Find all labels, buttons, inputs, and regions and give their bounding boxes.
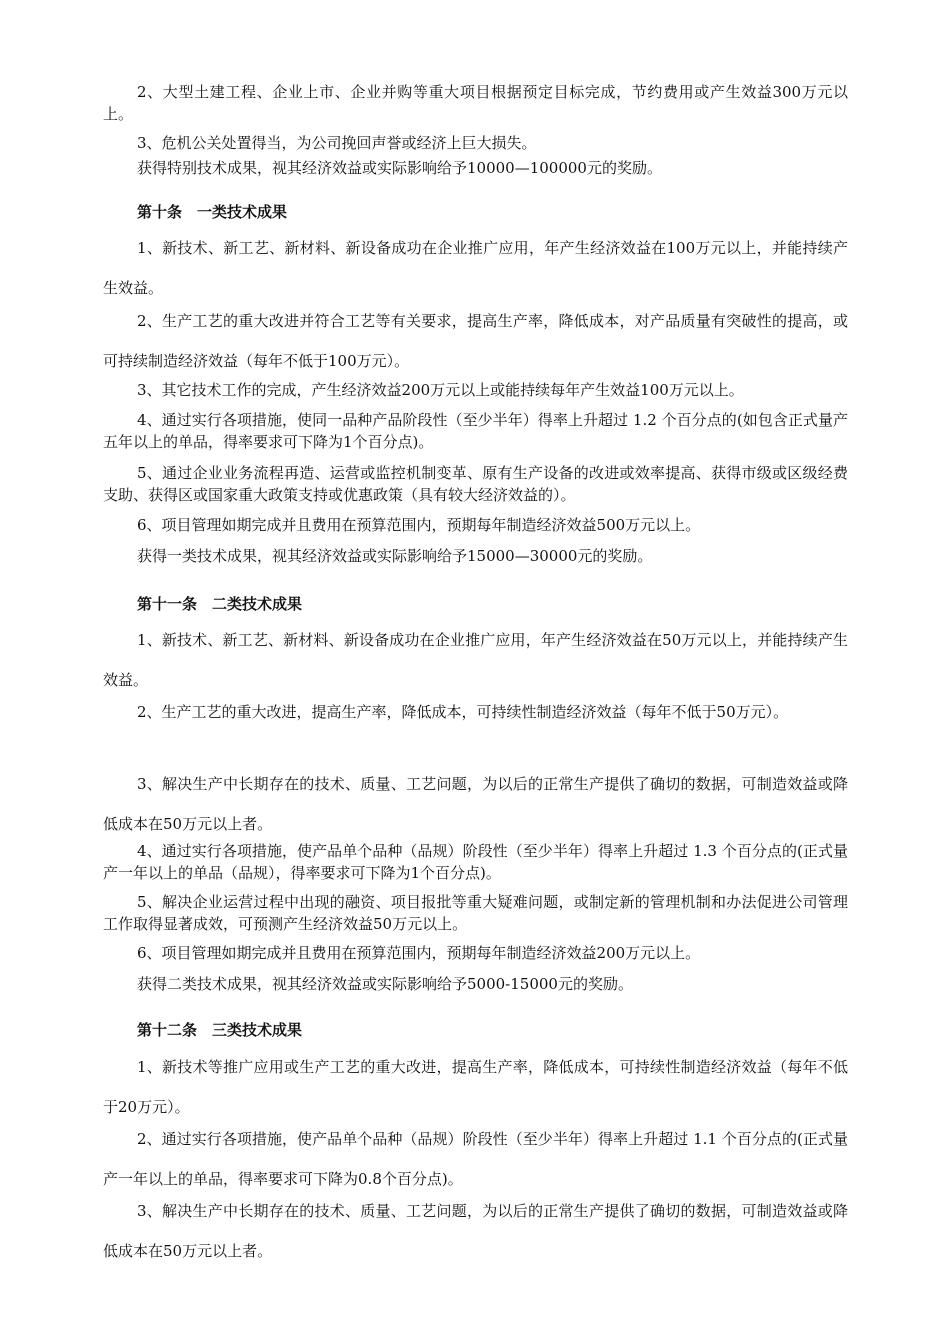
paragraph: 1、新技术、新工艺、新材料、新设备成功在企业推广应用，年产生经济效益在50万元以上，并能持续产生效益。 <box>103 631 848 689</box>
paragraph: 获得一类技术成果，视其经济效益或实际影响给予15000—30000元的奖励。 <box>137 547 653 565</box>
section-heading: 第十二条 三类技术成果 <box>137 1021 303 1039</box>
paragraph: 3、解决生产中长期存在的技术、质量、工艺问题，为以后的正常生产提供了确切的数据，可制造效益或降低成本在50万元以上者。 <box>103 1202 848 1260</box>
section-heading: 第十一条 二类技术成果 <box>137 595 303 613</box>
paragraph: 6、项目管理如期完成并且费用在预算范围内，预期每年制造经济效益200万元以上。 <box>137 944 701 962</box>
section-heading: 第十条 一类技术成果 <box>137 203 288 221</box>
paragraph: 3、解决生产中长期存在的技术、质量、工艺问题，为以后的正常生产提供了确切的数据，可制造效益或降低成本在50万元以上者。 <box>103 775 848 833</box>
paragraph: 3、其它技术工作的完成，产生经济效益200万元以上或能持续每年产生效益100万元以上。 <box>137 381 744 399</box>
paragraph: 获得特别技术成果，视其经济效益或实际影响给予10000—100000元的奖励。 <box>137 159 662 177</box>
paragraph: 3、危机公关处置得当，为公司挽回声誉或经济上巨大损失。 <box>137 134 537 152</box>
paragraph: 1、新技术等推广应用或生产工艺的重大改进，提高生产率，降低成本，可持续性制造经济效益（每年不低于20万元）。 <box>103 1058 848 1116</box>
paragraph: 4、通过实行各项措施，使产品单个品种（品规）阶段性（至少半年）得率上升超过 1.3 个百分点的(正式量产一年以上的单品（品规），得率要求可下降为1个百分点)。 <box>103 842 848 882</box>
paragraph: 5、通过企业业务流程再造、运营或监控机制变革、原有生产设备的改进或效率提高、获得市级或区级经费支助、获得区或国家重大政策支持或优惠政策（具有较大经济效益的）。 <box>103 464 848 504</box>
paragraph: 2、生产工艺的重大改进，提高生产率，降低成本，可持续性制造经济效益（每年不低于50万元）。 <box>137 703 789 721</box>
paragraph: 1、新技术、新工艺、新材料、新设备成功在企业推广应用，年产生经济效益在100万元以上，并能持续产生效益。 <box>103 239 848 297</box>
paragraph: 2、通过实行各项措施，使产品单个品种（品规）阶段性（至少半年）得率上升超过 1.1 个百分点的(正式量产一年以上的单品，得率要求可下降为0.8个百分点)。 <box>103 1130 848 1188</box>
paragraph: 5、解决企业运营过程中出现的融资、项目报批等重大疑难问题，或制定新的管理机制和办法促进公司管理工作取得显著成效，可预测产生经济效益50万元以上。 <box>103 893 848 933</box>
paragraph: 2、生产工艺的重大改进并符合工艺等有关要求，提高生产率，降低成本，对产品质量有突破性的提高，或可持续制造经济效益（每年不低于100万元）。 <box>103 312 848 370</box>
paragraph: 2、大型土建工程、企业上市、企业并购等重大项目根据预定目标完成，节约费用或产生效益300万元以上。 <box>103 83 848 123</box>
paragraph: 6、项目管理如期完成并且费用在预算范围内，预期每年制造经济效益500万元以上。 <box>137 516 701 534</box>
paragraph: 获得二类技术成果，视其经济效益或实际影响给予5000-15000元的奖励。 <box>137 975 633 993</box>
paragraph: 4、通过实行各项措施，使同一品种产品阶段性（至少半年）得率上升超过 1.2 个百分点的(如包含正式量产五年以上的单品，得率要求可下降为1个百分点)。 <box>103 411 848 451</box>
